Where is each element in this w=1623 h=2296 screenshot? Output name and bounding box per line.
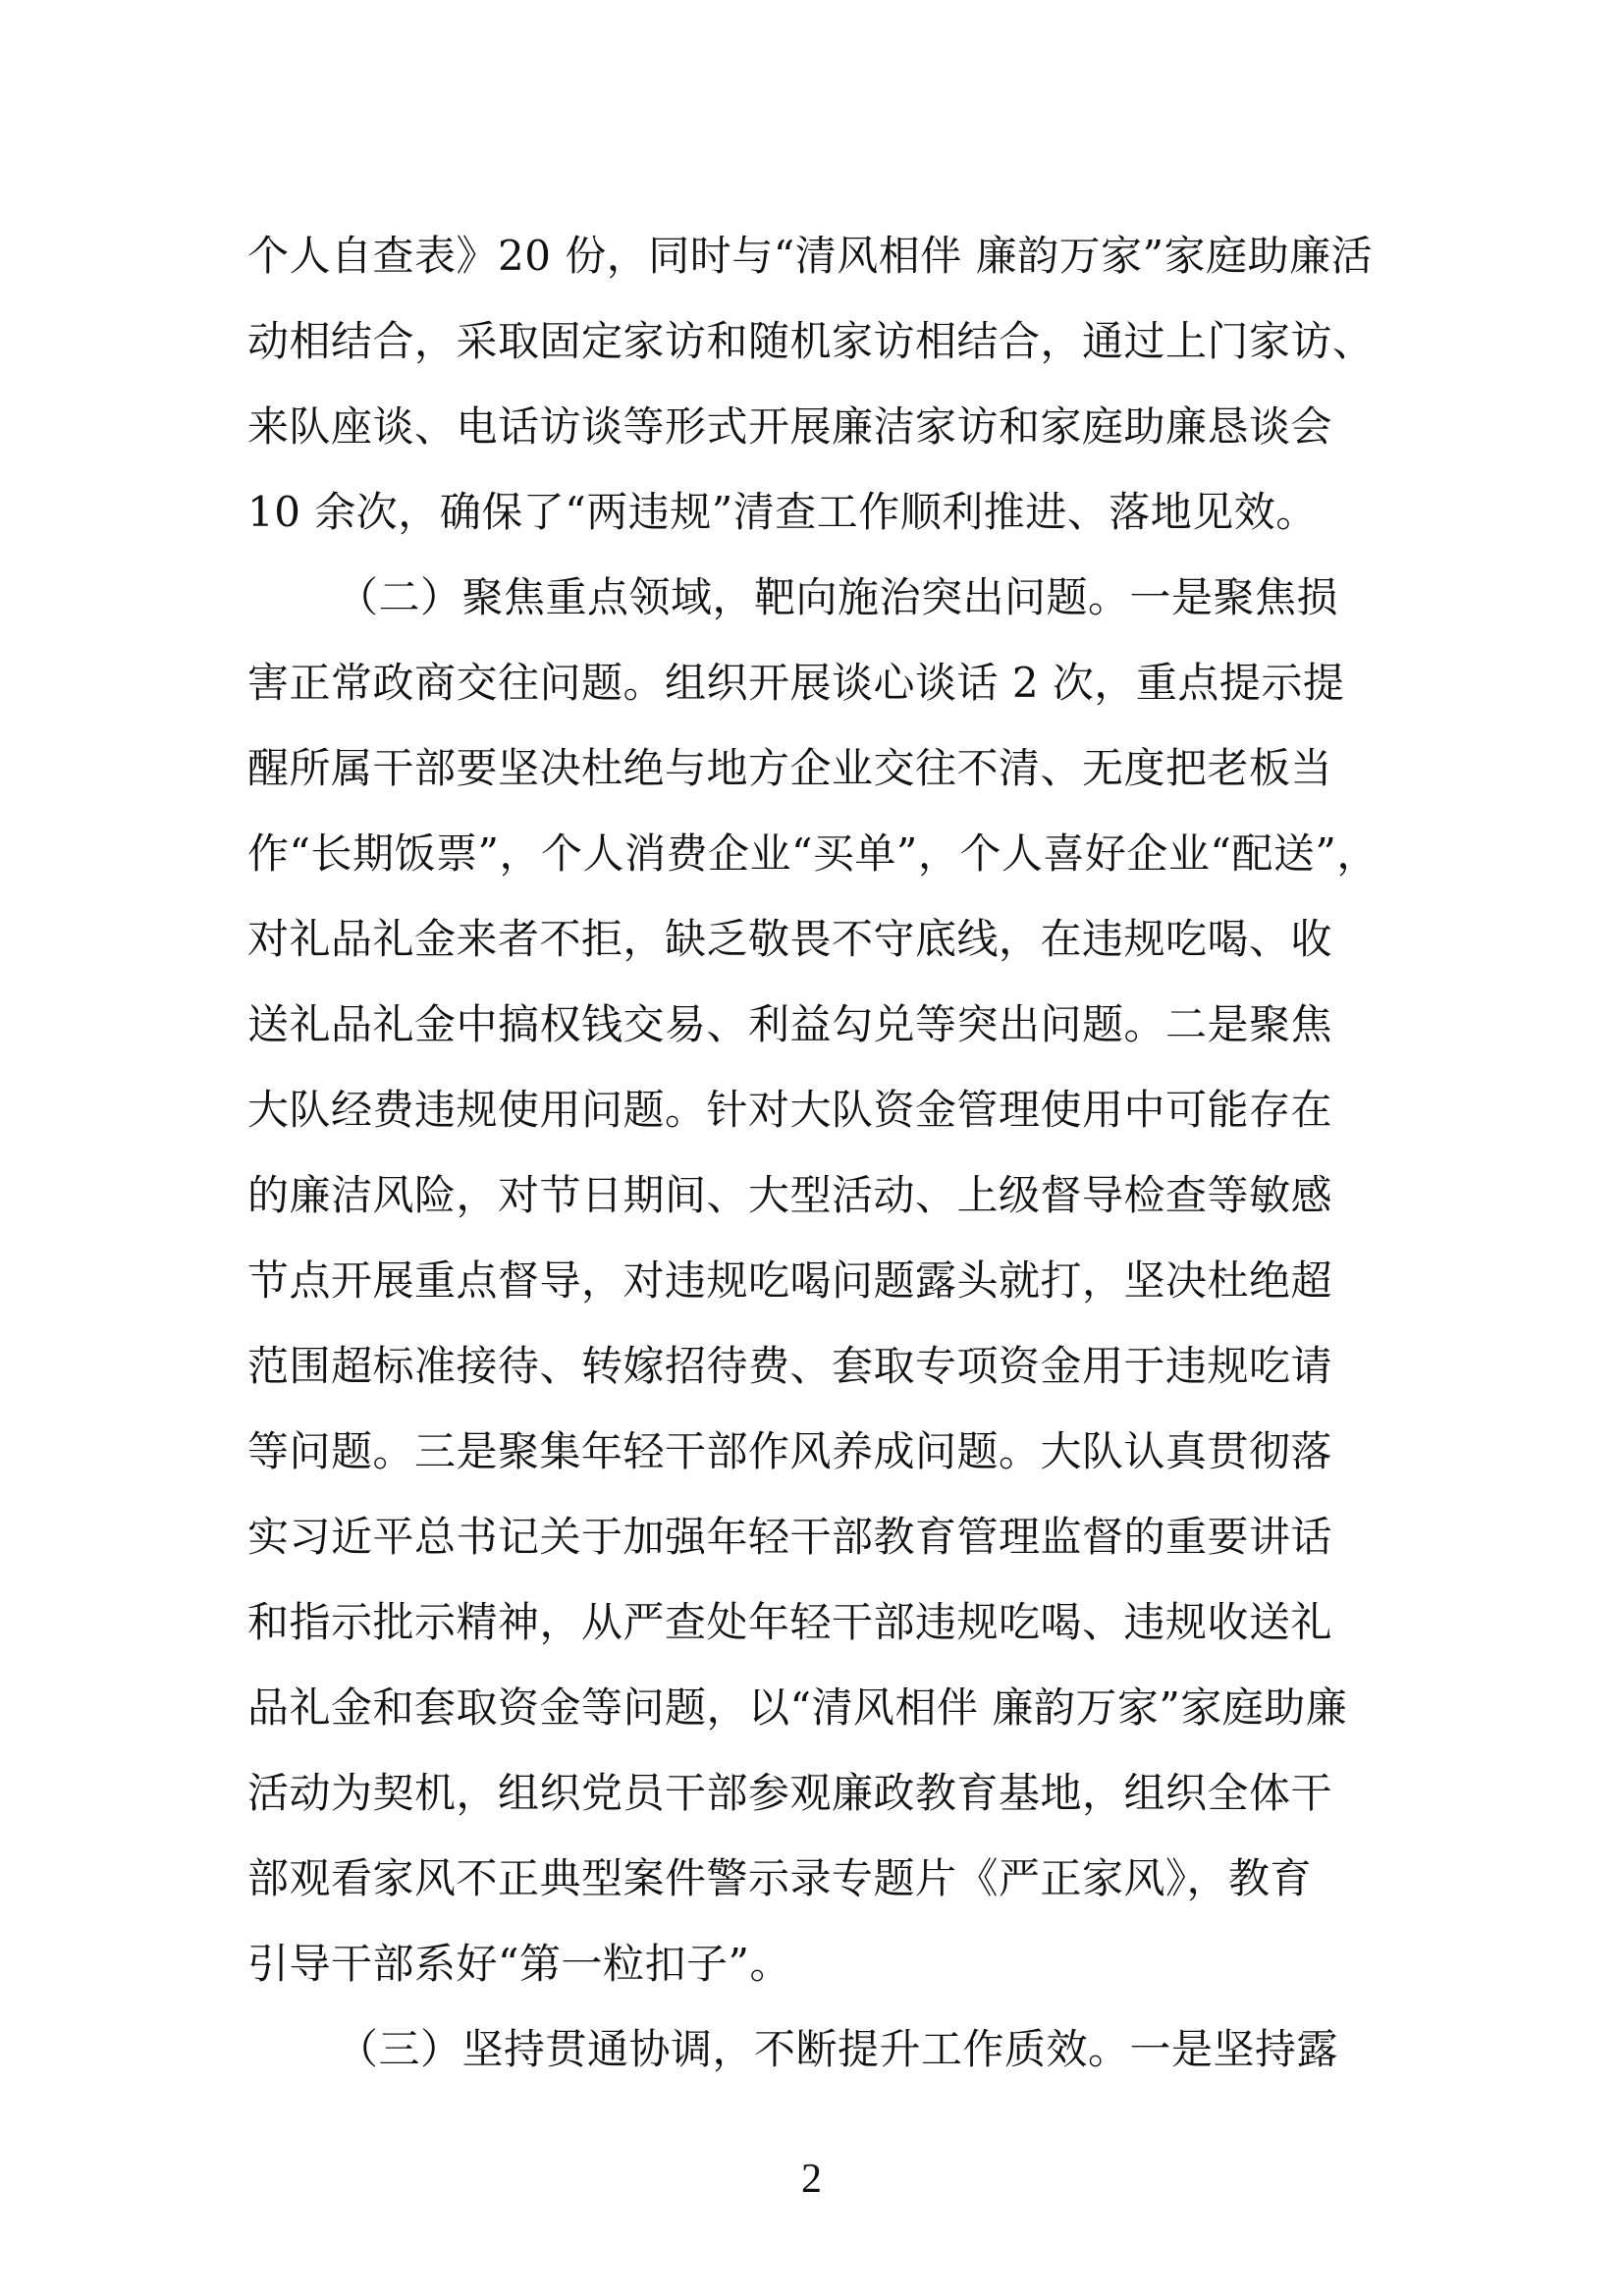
text-line-10: 送礼品礼金中搞权钱交易、利益勾兑等突出问题。二是聚焦 (247, 1000, 1333, 1048)
page-number: 2 (801, 2157, 822, 2202)
text-line-12: 的廉洁风险，对节日期间、大型活动、上级督导检查等敏感 (247, 1171, 1333, 1219)
text-line-21: 引导干部系好“第一粒扣子”。 (247, 1940, 791, 1988)
text-line-6: 害正常政商交往问题。组织开展谈心谈话 2 次，重点提示提 (247, 659, 1345, 707)
text-line-17: 和指示批示精神，从严查处年轻干部违规吃喝、违规收送礼 (247, 1598, 1333, 1646)
text-line-3: 来队座谈、电话访谈等形式开展廉洁家访和家庭助廉恳谈会 (247, 402, 1333, 451)
text-line-9: 对礼品礼金来者不拒，缺乏敬畏不守底线，在违规吃喝、收 (247, 915, 1333, 963)
text-line-15: 等问题。三是聚集年轻干部作风养成问题。大队认真贯彻落 (247, 1427, 1333, 1475)
text-line-20: 部观看家风不正典型案件警示录专题片《严正家风》，教育 (247, 1854, 1313, 1902)
text-line-1: 个人自查表》20 份，同时与“清风相伴 廉韵万家”家庭助廉活 (247, 232, 1374, 280)
text-line-14: 范围超标准接待、转嫁招待费、套取专项资金用于违规吃请 (247, 1342, 1333, 1390)
paragraph-heading-2: （二）聚焦重点领域，靶向施治突出问题。一是聚焦损 (337, 573, 1339, 621)
text-line-2: 动相结合，采取固定家访和随机家访相结合，通过上门家访、 (247, 317, 1375, 365)
text-line-19: 活动为契机，组织党员干部参观廉政教育基地，组织全体干 (247, 1769, 1333, 1817)
text-line-16: 实习近平总书记关于加强年轻干部教育管理监督的重要讲话 (247, 1513, 1333, 1561)
text-line-18: 品礼金和套取资金等问题，以“清风相伴 廉韵万家”家庭助廉 (247, 1683, 1348, 1732)
text-line-13: 节点开展重点督导，对违规吃喝问题露头就打，坚决杜绝超 (247, 1256, 1333, 1305)
text-line-8: 作“长期饭票”，个人消费企业“买单”，个人喜好企业“配送”， (247, 829, 1379, 878)
text-line-11: 大队经费违规使用问题。针对大队资金管理使用中可能存在 (247, 1086, 1333, 1134)
text-line-7: 醒所属干部要坚决杜绝与地方企业交往不清、无度把老板当 (247, 744, 1333, 792)
paragraph-heading-3: （三）坚持贯通协调，不断提升工作质效。一是坚持露 (337, 2025, 1339, 2073)
text-line-4: 10 余次，确保了“两违规”清查工作顺利推进、落地见效。 (247, 488, 1318, 536)
